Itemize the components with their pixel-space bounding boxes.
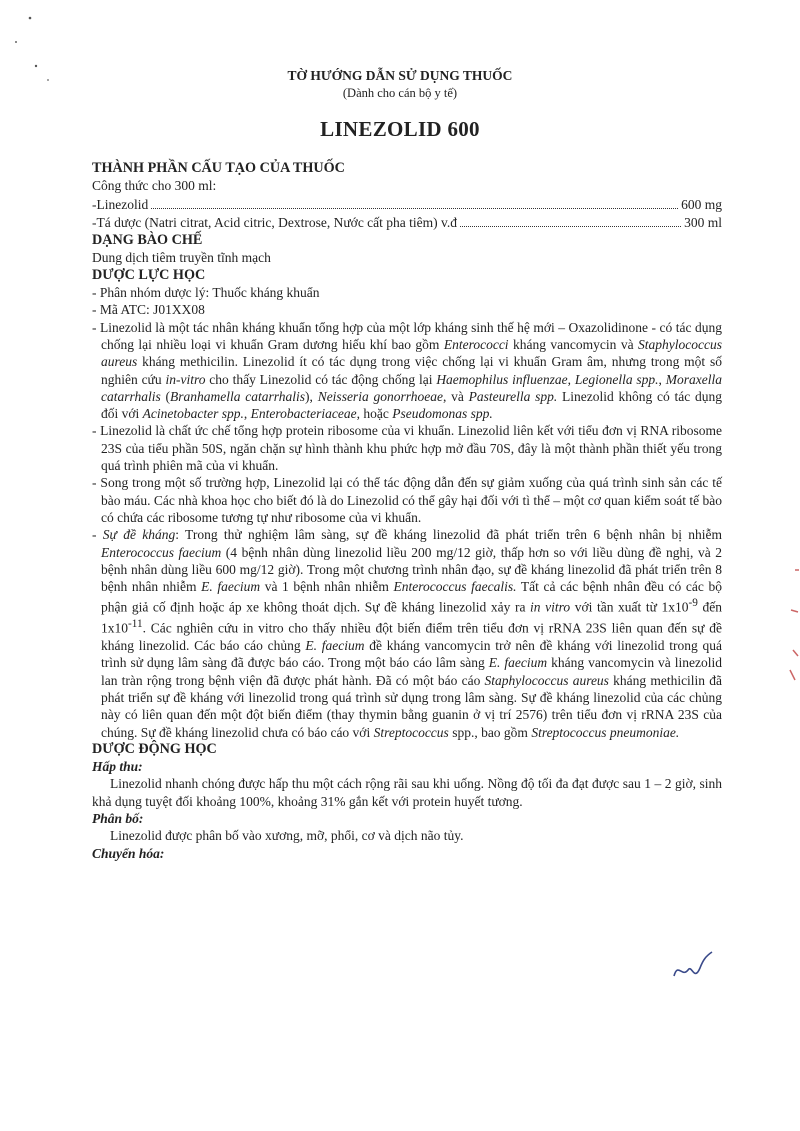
leader-dots [460, 226, 681, 227]
document-body [92, 160, 722, 862]
edge-stamp-mark [765, 560, 800, 700]
distribution-heading: Phân bố: [92, 810, 144, 826]
handwritten-initial [668, 948, 718, 988]
audience-note: (Dành cho cán bộ y tế) [342, 86, 458, 100]
absorption-text: Linezolid nhanh chóng được hấp thu một cách rộng rãi sau khi uống. Nồng độ tối đa đạt được sau 1 – 2 giờ, sinh khả dụng tuyệt đối khoảng 100%, khoảng 31% gắn kết với protein huyết tương. [92, 776, 722, 809]
ingredient-amount: 300 ml [684, 214, 722, 230]
ingredient-name: -Linezolid [92, 196, 149, 212]
leader-dots [151, 208, 678, 209]
formula-label: Công thức cho 300 ml: [92, 178, 217, 194]
composition-heading: THÀNH PHẦN CẤU TẠO CỦA THUỐC [92, 160, 345, 176]
resistance-paragraph: - Sự đề kháng: Trong thử nghiệm lâm sàng, sự đề kháng linezolid đã phát triển trên 6 bệnh nhân bị nhiễm Enterococcus faecium (4 bệnh nhân dùng linezolid liều 200 mg/12 giờ, thấp hơn so với liều dùng đề nghị, và 2 bệnh nhân dùng liều 600 mg/12 giờ). Trong một chương trình nhân đạo, sự đề kháng linezolid đã phát triển trên 8 bệnh nhân nhiễm E. faecium và 1 bệnh nhân nhiễm Enterococcus faecalis. Tất cả các bệnh nhân đều có các bộ phận giả cố định hoặc áp xe không thoát dịch. Sự đề kháng linezolid xảy ra in vitro với tần xuất từ $1x10^{-9}$ đến $1x10^{-11}$. Các nghiên cứu in vitro cho thấy nhiều đột biến điểm trên tiểu đơn vị rRNA 23S liên quan đến sự đề kháng linezolid. Các báo cáo chủng E. faecium đề kháng vancomycin trở nên đề kháng với linezolid trong quá trình sử dụng lâm sàng đã được báo cáo. Trong một báo cáo lâm sàng E. faecium kháng vancomycin và linezolid lan tràn rộng trong bệnh viện đã được phát hành. Đã có một báo cáo Staphylococcus aureus kháng methicilin đã phát triển sự đề kháng với linezolid trong quá trình sử dụng trong lâm sàng. Sự đề kháng linezolid của các chủng này có liên quan đến một đột biến điểm (thay thymin bằng guanin ở vị trí 2576) trên tiểu đơn vị rRNA 23S của chúng. Sự đề kháng linezolid chưa có báo cáo với Streptococcus spp., bao gồm Streptococcus pneumoniae. [92, 527, 723, 740]
dosage-form-text: Dung dịch tiêm truyền tĩnh mạch [92, 250, 271, 266]
ingredient-name: -Tá dược (Natri citrat, Acid citric, Dextrose, Nước cất pha tiêm) v.đ [92, 214, 458, 230]
absorption-heading: Hấp thu: [92, 759, 143, 775]
drug-title: LINEZOLID 600 [320, 117, 480, 141]
pharmacokinetics-heading: DƯỢC ĐỘNG HỌC [92, 740, 217, 757]
pharmacologic-group: - Phân nhóm dược lý: Thuốc kháng khuẩn [92, 285, 320, 301]
ingredient-row [92, 214, 722, 231]
atc-code: - Mã ATC: J01XX08 [92, 302, 205, 318]
metabolism-heading: Chuyển hóa: [92, 845, 165, 861]
document-type: TỜ HƯỚNG DẪN SỬ DỤNG THUỐC [287, 68, 513, 83]
dosage-form-heading: DẠNG BÀO CHẾ [92, 232, 203, 249]
pharmacodynamics-paragraph-2: - Linezolid là chất ức chế tổng hợp protein ribosome của vi khuẩn. Linezolid liên kết với tiểu đơn vị RNA ribosome 23S của tiểu phần 50S, ngăn chặn sự hình thành khu phức hợp mở đầu 70S, đây là một thành phần thiết yếu trong quá trình phiên mã của vi khuẩn. [92, 423, 722, 474]
ingredient-amount: 600 mg [681, 196, 722, 212]
pharmacodynamics-heading: DƯỢC LỰC HỌC [92, 266, 206, 283]
ingredient-row [92, 196, 722, 213]
pharmacodynamics-paragraph-1: - Linezolid là một tác nhân kháng khuẩn tổng hợp của một lớp kháng sinh thế hệ mới – Oxazolidinone - có tác dụng chống lại nhiều loại vi khuẩn Gram dương hiếu khí bao gồm Enterococci kháng vancomycin và Staphylococcus aureus kháng methicilin. Linezolid ít có tác dụng trong việc chống lại vi khuẩn Gram âm, nhưng trong một số nghiên cứu in-vitro cho thấy Linezolid có tác động chống lại Haemophilus influenzae, Legionella spp., Moraxella catarrhalis (Branhamella catarrhalis), Neisseria gonorrhoeae, và Pasteurella spp. Linezolid không có tác dụng đối với Acinetobacter spp., Enterobacteriaceae, hoặc Pseudomonas spp. [92, 319, 722, 422]
distribution-text: Linezolid được phân bố vào xương, mỡ, phổi, cơ và dịch não tủy. [110, 828, 464, 844]
pharmacodynamics-paragraph-3: - Song trong một số trường hợp, Linezolid lại có thể tác động dẫn đến sự giảm xuống của quá trình sinh sản các tế bào máu. Các nhà khoa học cho biết đó là do Linezolid có thể gây hại đối với tì thể – một cơ quan kiểm soát tế bào có chứa các ribosome tương tự như ribosome của vi khuẩn. [92, 475, 722, 525]
